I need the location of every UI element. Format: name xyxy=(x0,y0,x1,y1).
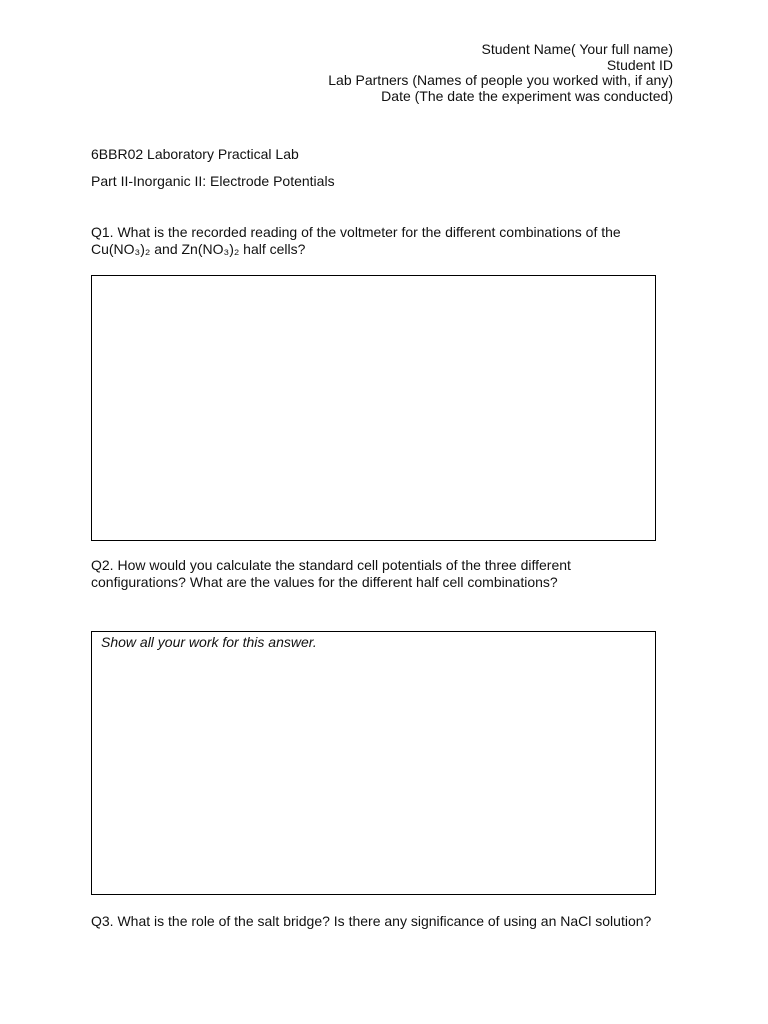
question-2 xyxy=(91,557,671,591)
answer-box-2[interactable] xyxy=(91,631,656,895)
student-info-header xyxy=(328,42,673,104)
question-3: Q3. What is the role of the salt bridge? Is there any significance of using an NaCl solution? xyxy=(91,913,652,929)
question-1 xyxy=(91,224,671,258)
question-2-line-2: configurations? What are the values for the different half cell combinations? xyxy=(91,574,558,590)
answer-box-1[interactable] xyxy=(91,275,656,541)
student-name-line: Student Name( Your full name) xyxy=(481,41,673,57)
student-id-line: Student ID xyxy=(606,56,673,73)
question-1-line-1: Q1. What is the recorded reading of the voltmeter for the different combinations of the xyxy=(91,224,621,240)
question-1-line-2: Cu(NO₃)₂ and Zn(NO₃)₂ half cells? xyxy=(91,241,306,257)
date-line: Date (The date the experiment was conducted) xyxy=(381,87,673,104)
lab-partners-line: Lab Partners (Names of people you worked with, if any) xyxy=(328,72,673,88)
question-2-line-1: Q2. How would you calculate the standard cell potentials of the three different xyxy=(91,557,571,573)
answer-box-2-hint: Show all your work for this answer. xyxy=(101,634,317,650)
course-title: 6BBR02 Laboratory Practical Lab xyxy=(91,146,299,162)
part-title: Part II-Inorganic II: Electrode Potentials xyxy=(91,173,335,189)
